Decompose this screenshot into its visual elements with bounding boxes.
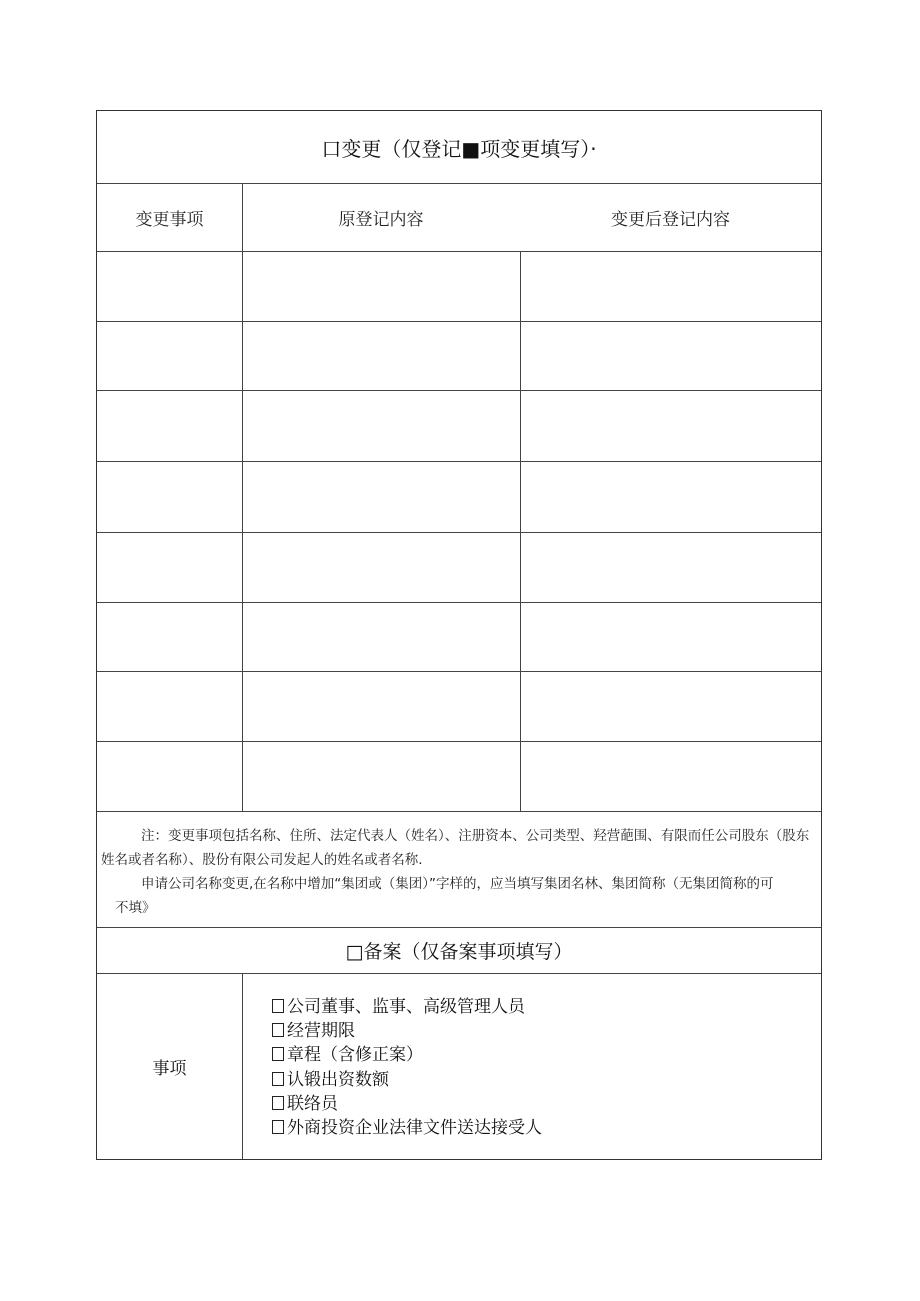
row-change-item-cell[interactable] <box>97 251 242 321</box>
column-divider <box>242 183 243 811</box>
row-original-content-cell[interactable] <box>242 390 520 461</box>
filing-item[interactable] <box>272 995 792 1019</box>
filing-item[interactable] <box>272 1068 792 1092</box>
checkbox-icon[interactable] <box>272 1072 284 1086</box>
filing-item[interactable] <box>272 1019 792 1043</box>
checkbox-icon[interactable] <box>272 1120 284 1134</box>
filing-section-title: □备案（仅备案事项填写） <box>345 940 573 963</box>
row-change-item-cell[interactable] <box>97 602 242 671</box>
row-original-content-cell[interactable] <box>242 321 520 390</box>
row-after-content-cell[interactable] <box>520 461 821 532</box>
row-after-content-cell[interactable] <box>520 741 821 811</box>
checkbox-icon[interactable] <box>272 1047 284 1061</box>
note-paragraph-2 <box>97 872 821 920</box>
filing-item-label: 认锻出资数额 <box>287 1069 389 1090</box>
row-change-item-cell[interactable] <box>97 671 242 741</box>
filing-item-label: 外商投资企业法律文件送达接受人 <box>287 1118 542 1139</box>
row-original-content-cell[interactable] <box>242 461 520 532</box>
filing-item[interactable] <box>272 1092 792 1116</box>
row-change-item-cell[interactable] <box>97 390 242 461</box>
change-section-title: 口变更（仅登记■项变更填写）· <box>321 136 597 161</box>
note-paragraph-2-line-2: 不填》 <box>115 900 156 916</box>
row-change-item-cell[interactable] <box>97 461 242 532</box>
row-change-item-cell[interactable] <box>97 741 242 811</box>
note-block <box>97 811 821 927</box>
row-after-content-cell[interactable] <box>520 602 821 671</box>
filing-item-label: 章程（含修正案） <box>287 1045 423 1066</box>
row-after-content-cell[interactable] <box>520 671 821 741</box>
header-after-content: 变更后登记内容 <box>611 209 730 230</box>
row-original-content-cell[interactable] <box>242 602 520 671</box>
filing-items-list <box>272 995 792 1140</box>
checkbox-icon[interactable] <box>272 999 284 1013</box>
checkbox-icon[interactable] <box>272 1096 284 1110</box>
header-original-content: 原登记内容 <box>338 209 424 230</box>
filing-item-label: 公司董事、监事、高级管理人员 <box>287 997 525 1017</box>
filing-item[interactable] <box>272 1043 792 1067</box>
row-after-content-cell[interactable] <box>520 532 821 602</box>
note-paragraph-2-line-1: 申请公司名称变更,在名称中增加“集团或（集团）”字样的，应当填写集团名林、集团简称（无集团简称的可 <box>141 876 774 892</box>
filing-item-label: 联络员 <box>287 1093 338 1114</box>
header-change-item: 变更事项 <box>135 209 204 230</box>
row-original-content-cell[interactable] <box>242 741 520 811</box>
filing-item[interactable] <box>272 1116 792 1140</box>
row-original-content-cell[interactable] <box>242 532 520 602</box>
row-after-content-cell[interactable] <box>520 390 821 461</box>
filing-items-label: 事项 <box>152 1058 187 1079</box>
row-change-item-cell[interactable] <box>97 532 242 602</box>
row-after-content-cell[interactable] <box>520 251 821 321</box>
column-divider <box>242 973 243 1159</box>
row-original-content-cell[interactable] <box>242 671 520 741</box>
row-after-content-cell[interactable] <box>520 321 821 390</box>
filing-item-label: 经营期限 <box>287 1021 355 1042</box>
note-paragraph-1: 注：变更事项包括名称、住所、法定代表人（姓名）、注册资本、公司类型、羟营葩围、有限而任公司股东（股东姓名或者名称）、股份有限公司发起人的姓名或者名称. <box>101 828 810 868</box>
row-original-content-cell[interactable] <box>242 251 520 321</box>
row-change-item-cell[interactable] <box>97 321 242 390</box>
checkbox-icon[interactable] <box>272 1023 284 1037</box>
column-divider <box>520 251 521 811</box>
registration-change-form <box>96 110 822 1160</box>
